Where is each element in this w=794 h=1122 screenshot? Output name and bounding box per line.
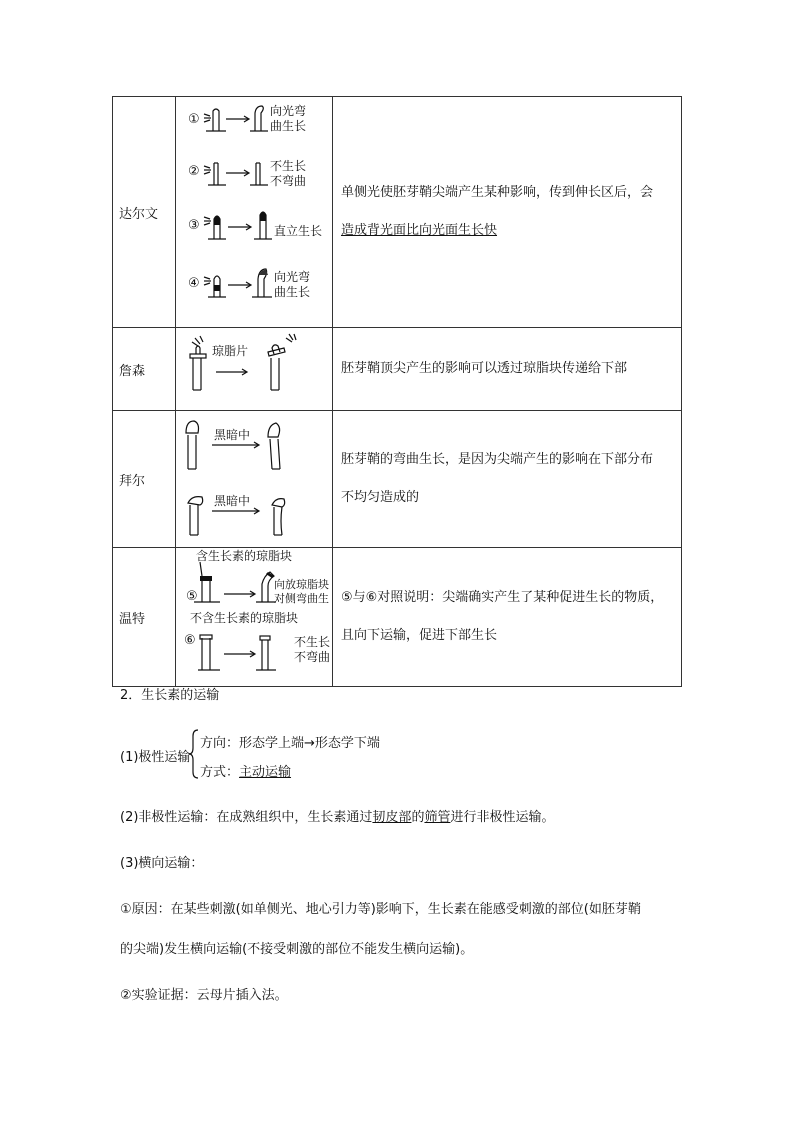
scientist-name: 詹森: [113, 328, 176, 411]
agar-label: 琼脂片: [212, 344, 249, 358]
method-value: 主动运输: [239, 765, 292, 780]
lateral-evidence: ②实验证据：云母片插入法。: [120, 988, 288, 1003]
curly-brace-icon: [188, 728, 200, 780]
nonpolar-sieve-tube: 筛管: [424, 810, 451, 825]
exp6-number: ⑥: [184, 633, 196, 648]
lateral-cause-line2: 的尖端)发生横向运输(不接受刺激的部位不能发生横向运输)。: [120, 942, 474, 957]
darwin-desc-line2: 造成背光面比向光面生长快: [341, 223, 498, 238]
nonpolar-mid: 的: [411, 810, 425, 825]
dark-label-1: 黑暗中: [214, 428, 251, 442]
paal-description: [333, 411, 682, 548]
exp2-result-b: 不弯曲: [270, 174, 307, 188]
exp5-number: ⑤: [186, 589, 198, 604]
nonpolar-pre: (2)非极性运输：在成熟组织中，生长素通过: [120, 810, 373, 825]
went-desc-line1: ⑤与⑥对照说明：尖端确实产生了某种促进生长的物质，: [341, 590, 664, 605]
scientist-name: 拜尔: [113, 411, 176, 548]
exp5-result-a: 向放琼脂块: [274, 578, 329, 591]
darwin-diagram: [176, 97, 332, 323]
paal-figure: [176, 411, 333, 548]
went-diagram: [176, 548, 332, 682]
went-description: [333, 548, 682, 687]
table-row-jensen: [113, 328, 682, 411]
exp5-result-b: 对侧弯曲生: [274, 592, 329, 605]
exp6-result-a: 不生长: [294, 635, 331, 649]
table-row-went: [113, 548, 682, 687]
polar-transport-label: (1)极性运输: [120, 750, 191, 765]
direction-value: 形态学上端→形态学下端: [239, 736, 380, 751]
exp2-result-a: 不生长: [270, 159, 307, 173]
exp1-result-b: 曲生长: [270, 119, 307, 133]
went-top-label: 含生长素的琼脂块: [196, 549, 293, 563]
polar-transport-block: [120, 728, 520, 780]
jensen-figure: [176, 328, 333, 411]
nonpolar-phloem: 韧皮部: [372, 810, 412, 825]
exp6-result-b: 不弯曲: [294, 650, 331, 664]
went-mid-label: 不含生长素的琼脂块: [190, 611, 299, 625]
exp1-number: ①: [188, 112, 200, 127]
scientist-name: 达尔文: [113, 97, 176, 328]
lateral-transport-label: (3)横向运输：: [120, 856, 204, 871]
paal-diagram: [176, 411, 332, 543]
jensen-description: 胚芽鞘顶尖产生的影响可以透过琼脂块传递给下部: [333, 328, 682, 411]
table-row-darwin: [113, 97, 682, 328]
went-desc-line2: 且向下运输，促进下部生长: [341, 628, 498, 643]
darwin-desc-line1: 单侧光使胚芽鞘尖端产生某种影响，传到伸长区后，会: [341, 185, 654, 200]
table-row-paal: [113, 411, 682, 548]
exp3-result: 直立生长: [274, 224, 323, 238]
exp3-number: ③: [188, 218, 200, 233]
dark-label-2: 黑暗中: [214, 494, 251, 508]
section-heading: 2．生长素的运输: [120, 688, 220, 703]
method-prefix: 方式：: [200, 765, 240, 780]
jensen-diagram: [176, 328, 332, 406]
lateral-cause-line1: ①原因：在某些刺激(如单侧光、地心引力等)影响下，生长素在能感受刺激的部位(如胚芽鞘: [120, 902, 641, 917]
darwin-figure: [176, 97, 333, 328]
nonpolar-post: 进行非极性运输。: [450, 810, 555, 825]
exp4-number: ④: [188, 276, 200, 291]
nonpolar-transport: [120, 806, 554, 825]
exp4-result-a: 向光弯: [274, 270, 311, 284]
went-figure: [176, 548, 333, 687]
exp1-result-a: 向光弯: [270, 104, 307, 118]
scientist-name: 温特: [113, 548, 176, 687]
paal-desc-line1: 胚芽鞘的弯曲生长，是因为尖端产生的影响在下部分布: [341, 452, 654, 467]
paal-desc-line2: 不均匀造成的: [341, 490, 420, 505]
experiment-table: [112, 96, 682, 687]
darwin-description: [333, 97, 682, 328]
exp2-number: ②: [188, 164, 200, 179]
direction-prefix: 方向：: [200, 736, 240, 751]
polar-method: [200, 761, 291, 780]
exp4-result-b: 曲生长: [274, 285, 311, 299]
polar-direction: [200, 732, 380, 751]
